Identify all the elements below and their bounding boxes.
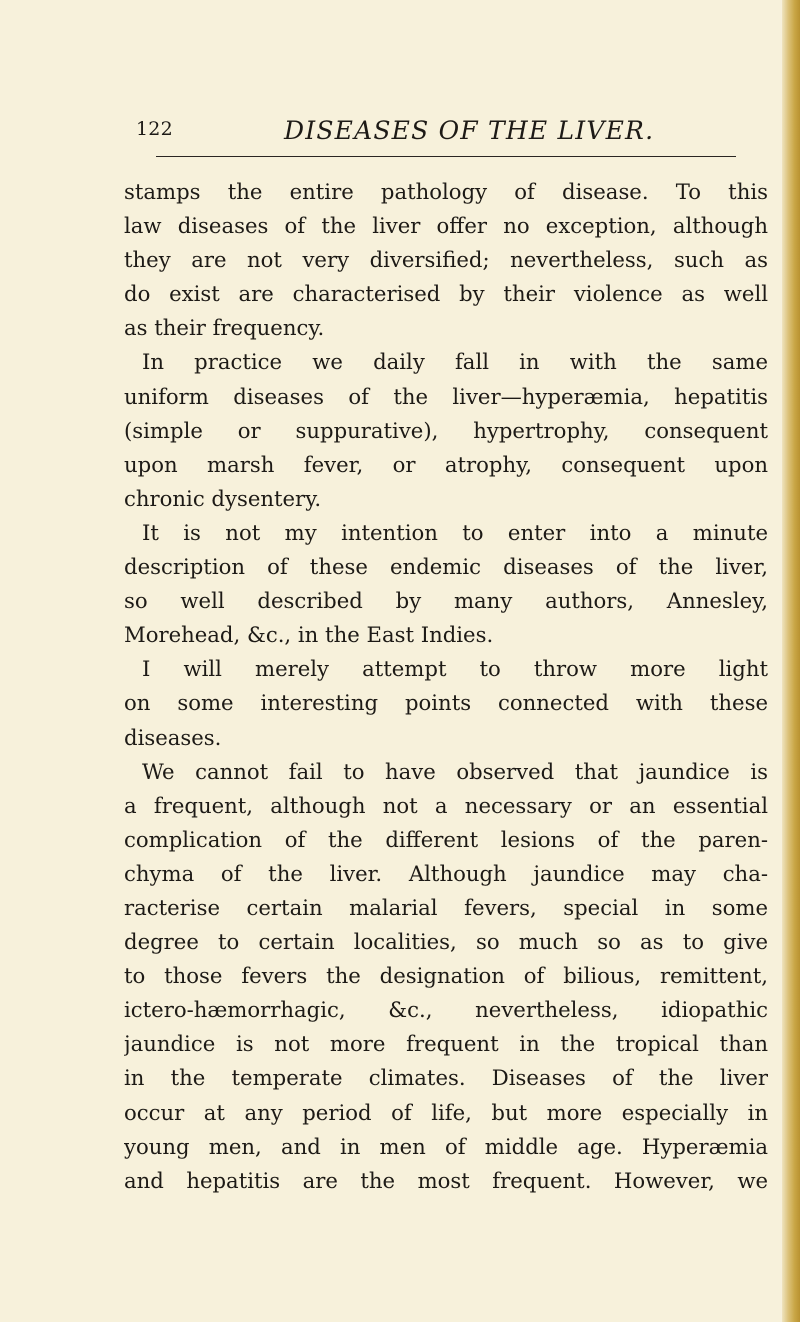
text-line: on some interesting points connected with these — [124, 690, 768, 716]
page-number: 122 — [136, 118, 173, 140]
text-line: degree to certain localities, so much so as to give — [124, 929, 768, 955]
text-line: so well described by many authors, Annesley, — [124, 588, 768, 614]
text-line: description of these endemic diseases of the liver, — [124, 554, 768, 580]
text-line: diseases. — [124, 724, 222, 750]
page-edge-shadow — [782, 0, 800, 1322]
text-line: upon marsh fever, or atrophy, consequent upon — [124, 451, 768, 477]
text-line: Morehead, &c., in the East Indies. — [124, 622, 494, 648]
text-line: I will merely attempt to throw more light — [142, 656, 768, 682]
text-line: they are not very diversified; nevertheless, such as — [124, 247, 768, 273]
text-line: uniform diseases of the liver—hyperæmia, hepatitis — [124, 383, 768, 409]
running-head: DISEASES OF THE LIVER. — [284, 116, 655, 145]
text-line: young men, and in men of middle age. Hyperæmia — [124, 1133, 768, 1159]
text-line: law diseases of the liver offer no exception, although — [124, 213, 768, 239]
text-line: stamps the entire pathology of disease. To this — [124, 179, 768, 204]
text-line: do exist are characterised by their violence as well — [124, 281, 768, 307]
text-line: It is not my intention to enter into a minute — [142, 519, 768, 545]
text-line: jaundice is not more frequent in the tropical than — [124, 1031, 768, 1057]
text-line: ictero-hæmorrhagic, &c., nevertheless, idiopathic — [124, 997, 768, 1023]
text-line: racterise certain malarial fevers, special in some — [124, 894, 768, 920]
text-line: (simple or suppurative), hypertrophy, consequent — [124, 417, 768, 443]
text-line: occur at any period of life, but more especially in — [124, 1099, 768, 1125]
text-line: in the temperate climates. Diseases of the liver — [124, 1065, 768, 1091]
text-line: complication of the different lesions of the paren- — [124, 826, 768, 852]
header-rule — [156, 156, 736, 157]
text-line: We cannot fail to have observed that jaundice is — [142, 758, 768, 784]
text-line: In practice we daily fall in with the same — [142, 349, 768, 375]
text-line: chronic dysentery. — [124, 485, 322, 511]
text-line: to those fevers the designation of bilious, remittent, — [124, 963, 768, 989]
text-line: a frequent, although not a necessary or an essential — [124, 792, 768, 818]
text-line: as their frequency. — [124, 315, 325, 341]
text-line: chyma of the liver. Although jaundice may cha- — [124, 860, 768, 886]
text-line: and hepatitis are the most frequent. However, we — [124, 1167, 768, 1193]
body-text — [124, 175, 768, 1198]
page-header — [0, 116, 800, 148]
